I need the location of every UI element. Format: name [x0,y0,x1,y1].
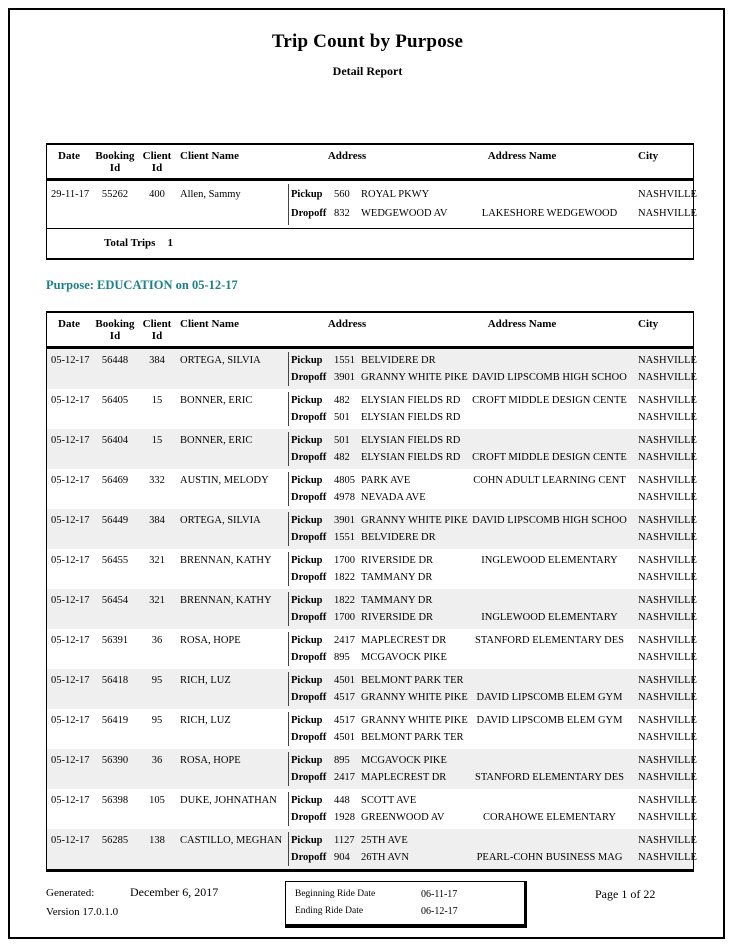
column-header-city: City [638,150,659,162]
trip-date-cell: 05-12-17 [51,555,90,566]
pickup-city: NASHVILLE [638,755,697,766]
client-id-cell: 36 [151,755,163,766]
pickup-address-name [461,754,638,771]
pickup-address-name [461,434,638,451]
dropoff-label: Dropoff [291,532,327,543]
column-header-address-name: Address Name [487,150,557,162]
trip-row [47,589,697,629]
dropoff-address-name [461,651,638,668]
client-name-cell: ORTEGA, SILVIA [180,515,261,526]
dropoff-city: NASHVILLE [638,732,697,743]
summary-table-header [47,145,693,181]
client-name-cell: RICH, LUZ [180,675,231,686]
pickup-label: Pickup [291,675,323,686]
pickup-address-number: 2417 [334,635,355,646]
dropoff-address-number: 1700 [334,612,355,623]
pickup-label: Pickup [291,395,323,406]
booking-id-cell: 56405 [101,395,129,406]
pickup-address-name [461,188,638,207]
pickup-city: NASHVILLE [638,515,697,526]
pickup-address-number: 4805 [334,475,355,486]
dropoff-city: NASHVILLE [638,692,697,703]
trip-date-cell: 05-12-17 [51,595,90,606]
pickup-address-name: DAVID LIPSCOMB HIGH SCHOO [472,515,627,526]
summary-table [46,143,697,260]
pickup-label: Pickup [291,755,323,766]
trip-row [47,349,697,389]
pickup-street: MCGAVOCK PIKE [361,755,447,766]
pickup-street: GRANNY WHITE PIKE [361,515,468,526]
trip-date-cell: 05-12-17 [51,355,90,366]
trip-date-cell: 05-12-17 [51,515,90,526]
pickup-address-number: 501 [334,435,350,446]
trip-row [47,629,697,669]
column-header-booking-id: Booking Id [95,318,135,342]
trip-row [47,669,697,709]
dropoff-address-name: DAVID LIPSCOMB HIGH SCHOO [472,372,627,383]
pickup-street: GRANNY WHITE PIKE [361,715,468,726]
pickup-street: ELYSIAN FIELDS RD [361,435,461,446]
pickup-label: Pickup [291,835,323,846]
dropoff-address-number: 832 [334,208,350,219]
dropoff-address-number: 4978 [334,492,355,503]
trip-row [47,709,697,749]
dropoff-city: NASHVILLE [638,852,697,863]
pickup-street: SCOTT AVE [361,795,417,806]
dropoff-city: NASHVILLE [638,452,697,463]
dropoff-address-number: 1928 [334,812,355,823]
pickup-city: NASHVILLE [638,475,697,486]
pickup-label: Pickup [291,715,323,726]
dropoff-street: GREENWOOD AV [361,812,445,823]
pickup-address-number: 1700 [334,555,355,566]
pickup-label: Pickup [291,595,323,606]
client-id-cell: 384 [149,515,165,526]
trip-row [47,789,697,829]
column-header-date: Date [58,150,80,162]
pickup-street: BELMONT PARK TER [361,675,464,686]
page-number: Page 1 of 22 [595,887,656,901]
dropoff-address-name: STANFORD ELEMENTARY DES [474,772,625,783]
column-header-date: Date [58,318,80,330]
generated-label: Generated: [46,887,95,899]
dropoff-address-name [461,571,638,588]
trip-row [47,469,697,509]
dropoff-label: Dropoff [291,412,327,423]
client-id-cell: 36 [151,635,163,646]
dropoff-address-name: INGLEWOOD ELEMENTARY [481,612,618,623]
dropoff-city: NASHVILLE [638,492,697,503]
beginning-ride-date-label: Beginning Ride Date [295,889,376,899]
booking-id-cell: 56418 [101,675,129,686]
pickup-label: Pickup [291,515,323,526]
dropoff-address-number: 1822 [334,572,355,583]
pickup-street: MAPLECREST DR [361,635,447,646]
column-header-client-name: Client Name [180,318,239,330]
booking-id-cell: 56391 [101,635,129,646]
client-name-cell: ORTEGA, SILVIA [180,355,261,366]
pickup-street: ROYAL PKWY [361,189,430,200]
pickup-address-number: 1551 [334,355,355,366]
total-trips-row [47,228,693,258]
booking-id-cell: 56398 [101,795,129,806]
dropoff-city: NASHVILLE [638,572,697,583]
dropoff-street: ELYSIAN FIELDS RD [361,412,461,423]
pickup-city: NASHVILLE [638,595,697,606]
dropoff-label: Dropoff [291,492,327,503]
client-name-cell: BRENNAN, KATHY [180,595,272,606]
trip-row [47,509,697,549]
client-id-cell: 95 [151,675,163,686]
booking-id-cell: 56404 [101,435,129,446]
pickup-address-number: 4501 [334,675,355,686]
pickup-label: Pickup [291,795,323,806]
pickup-street: 25TH AVE [361,835,408,846]
purpose-heading: Purpose: EDUCATION on 05-12-17 [46,278,238,292]
dropoff-city: NASHVILLE [638,652,697,663]
dropoff-street: ELYSIAN FIELDS RD [361,452,461,463]
dropoff-address-number: 482 [334,452,350,463]
trip-date-cell: 05-12-17 [51,635,90,646]
dropoff-street: GRANNY WHITE PIKE [361,372,468,383]
dropoff-address-name [461,411,638,428]
column-header-address: Address [327,150,367,162]
booking-id-cell: 56448 [101,355,129,366]
pickup-street: BELVIDERE DR [361,355,436,366]
pickup-city: NASHVILLE [638,555,697,566]
pickup-address-number: 1127 [334,835,355,846]
report-subtitle: Detail Report [332,64,403,78]
pickup-city: NASHVILLE [638,715,697,726]
pickup-city: NASHVILLE [638,355,697,366]
column-header-client-name: Client Name [180,150,239,162]
ending-ride-date-label: Ending Ride Date [295,906,364,916]
ride-date-box [285,881,527,928]
trip-row [47,549,697,589]
dropoff-address-name [461,491,638,508]
trip-date-cell: 05-12-17 [51,715,90,726]
client-name-cell: ROSA, HOPE [180,755,241,766]
pickup-street: PARK AVE [361,475,411,486]
booking-id-cell: 56419 [101,715,129,726]
dropoff-street: NEVADA AVE [361,492,426,503]
column-header-address: Address [327,318,367,330]
pickup-address-name: COHN ADULT LEARNING CENT [473,475,626,486]
trip-date-cell: 05-12-17 [51,755,90,766]
trip-row [47,829,697,869]
pickup-address-name [461,794,638,811]
client-name-cell: RICH, LUZ [180,715,231,726]
dropoff-label: Dropoff [291,772,327,783]
total-trips-value: 1 [167,237,173,249]
pickup-address-name [461,594,638,611]
column-header-address-name: Address Name [487,318,557,330]
trip-date-cell: 05-12-17 [51,475,90,486]
pickup-address-number: 1822 [334,595,355,606]
client-id-cell: 138 [149,835,165,846]
version-text: Version 17.0.1.0 [46,906,119,918]
dropoff-street: 26TH AVN [361,852,409,863]
dropoff-street: TAMMANY DR [361,572,433,583]
pickup-city: NASHVILLE [638,795,697,806]
client-name-cell: BONNER, ERIC [180,435,253,446]
pickup-city: NASHVILLE [638,435,697,446]
detail-table-header [47,313,693,349]
trip-date-cell: 05-12-17 [51,435,90,446]
dropoff-address-number: 4517 [334,692,355,703]
pickup-street: TAMMANY DR [361,595,433,606]
column-header-city: City [638,318,659,330]
dropoff-address-name [461,531,638,548]
pickup-address-name: CROFT MIDDLE DESIGN CENTE [472,395,627,406]
trip-row [47,181,697,228]
dropoff-label: Dropoff [291,372,327,383]
dropoff-address-number: 904 [334,852,350,863]
client-name-cell: BONNER, ERIC [180,395,253,406]
trip-row [47,749,697,789]
booking-id-cell: 56390 [101,755,129,766]
report-title: Trip Count by Purpose [271,31,464,52]
pickup-city: NASHVILLE [638,635,697,646]
column-header-booking-id: Booking Id [95,150,135,174]
dropoff-street: WEDGEWOOD AV [361,208,448,219]
trip-date-cell: 05-12-17 [51,795,90,806]
dropoff-label: Dropoff [291,732,327,743]
dropoff-label: Dropoff [291,652,327,663]
dropoff-street: MAPLECREST DR [361,772,447,783]
column-header-client-id: Client Id [142,318,172,342]
generated-date: December 6, 2017 [130,885,219,899]
booking-id-cell: 56285 [101,835,129,846]
column-header-client-id: Client Id [142,150,172,174]
trip-date-cell: 05-12-17 [51,835,90,846]
client-name-cell: ROSA, HOPE [180,635,241,646]
dropoff-address-number: 1551 [334,532,355,543]
trip-date-cell: 29-11-17 [51,189,90,200]
pickup-address-number: 3901 [334,515,355,526]
client-id-cell: 321 [149,595,165,606]
dropoff-address-number: 501 [334,412,350,423]
dropoff-address-name: DAVID LIPSCOMB ELEM GYM [476,692,623,703]
dropoff-address-name [461,731,638,748]
dropoff-street: BELMONT PARK TER [361,732,464,743]
pickup-city: NASHVILLE [638,189,697,200]
pickup-address-number: 482 [334,395,350,406]
total-trips-label: Total Trips [104,237,156,249]
pickup-city: NASHVILLE [638,395,697,406]
dropoff-city: NASHVILLE [638,208,697,219]
trip-row [47,429,697,469]
dropoff-city: NASHVILLE [638,812,697,823]
dropoff-address-name: PEARL-COHN BUSINESS MAG [476,852,623,863]
booking-id-cell: 56454 [101,595,129,606]
pickup-label: Pickup [291,355,323,366]
dropoff-address-name: LAKESHORE WEDGEWOOD [481,208,618,219]
dropoff-address-name: CORAHOWE ELEMENTARY [482,812,617,823]
dropoff-city: NASHVILLE [638,532,697,543]
pickup-address-number: 448 [334,795,350,806]
pickup-address-name: STANFORD ELEMENTARY DES [474,635,625,646]
dropoff-label: Dropoff [291,692,327,703]
dropoff-city: NASHVILLE [638,772,697,783]
dropoff-label: Dropoff [291,452,327,463]
dropoff-label: Dropoff [291,572,327,583]
client-id-cell: 332 [149,475,165,486]
dropoff-street: BELVIDERE DR [361,532,436,543]
client-id-cell: 400 [149,189,165,200]
summary-table-body [47,181,697,228]
pickup-label: Pickup [291,189,323,200]
pickup-street: RIVERSIDE DR [361,555,434,566]
trip-date-cell: 05-12-17 [51,675,90,686]
detail-table-body [47,349,697,869]
ending-ride-date-value: 06-12-17 [421,906,458,917]
pickup-label: Pickup [291,555,323,566]
pickup-city: NASHVILLE [638,835,697,846]
client-name-cell: AUSTIN, MELODY [180,475,269,486]
pickup-address-name [461,674,638,691]
pickup-label: Pickup [291,435,323,446]
client-id-cell: 384 [149,355,165,366]
pickup-address-name [461,834,638,851]
pickup-address-number: 560 [334,189,350,200]
client-id-cell: 321 [149,555,165,566]
trip-row [47,389,697,429]
client-name-cell: BRENNAN, KATHY [180,555,272,566]
pickup-address-name [461,354,638,371]
dropoff-street: MCGAVOCK PIKE [361,652,447,663]
beginning-ride-date-value: 06-11-17 [421,889,458,900]
pickup-label: Pickup [291,635,323,646]
client-id-cell: 15 [151,395,163,406]
booking-id-cell: 56455 [101,555,129,566]
client-name-cell: CASTILLO, MEGHAN [180,835,283,846]
client-name-cell: DUKE, JOHNATHAN [180,795,277,806]
pickup-address-name: DAVID LIPSCOMB ELEM GYM [476,715,623,726]
dropoff-city: NASHVILLE [638,412,697,423]
trip-date-cell: 05-12-17 [51,395,90,406]
dropoff-label: Dropoff [291,612,327,623]
client-id-cell: 95 [151,715,163,726]
detail-table [46,311,697,872]
dropoff-address-number: 4501 [334,732,355,743]
dropoff-label: Dropoff [291,208,327,219]
pickup-label: Pickup [291,475,323,486]
client-id-cell: 105 [149,795,165,806]
dropoff-label: Dropoff [291,812,327,823]
dropoff-address-number: 2417 [334,772,355,783]
dropoff-address-number: 3901 [334,372,355,383]
booking-id-cell: 55262 [101,189,129,200]
dropoff-city: NASHVILLE [638,372,697,383]
dropoff-street: GRANNY WHITE PIKE [361,692,468,703]
pickup-address-number: 895 [334,755,350,766]
dropoff-city: NASHVILLE [638,612,697,623]
booking-id-cell: 56449 [101,515,129,526]
pickup-street: ELYSIAN FIELDS RD [361,395,461,406]
client-id-cell: 15 [151,435,163,446]
pickup-city: NASHVILLE [638,675,697,686]
dropoff-label: Dropoff [291,852,327,863]
pickup-address-number: 4517 [334,715,355,726]
dropoff-address-number: 895 [334,652,350,663]
dropoff-address-name: CROFT MIDDLE DESIGN CENTE [472,452,627,463]
pickup-address-name: INGLEWOOD ELEMENTARY [481,555,618,566]
client-name-cell: Allen, Sammy [180,189,241,200]
booking-id-cell: 56469 [101,475,129,486]
dropoff-street: RIVERSIDE DR [361,612,434,623]
